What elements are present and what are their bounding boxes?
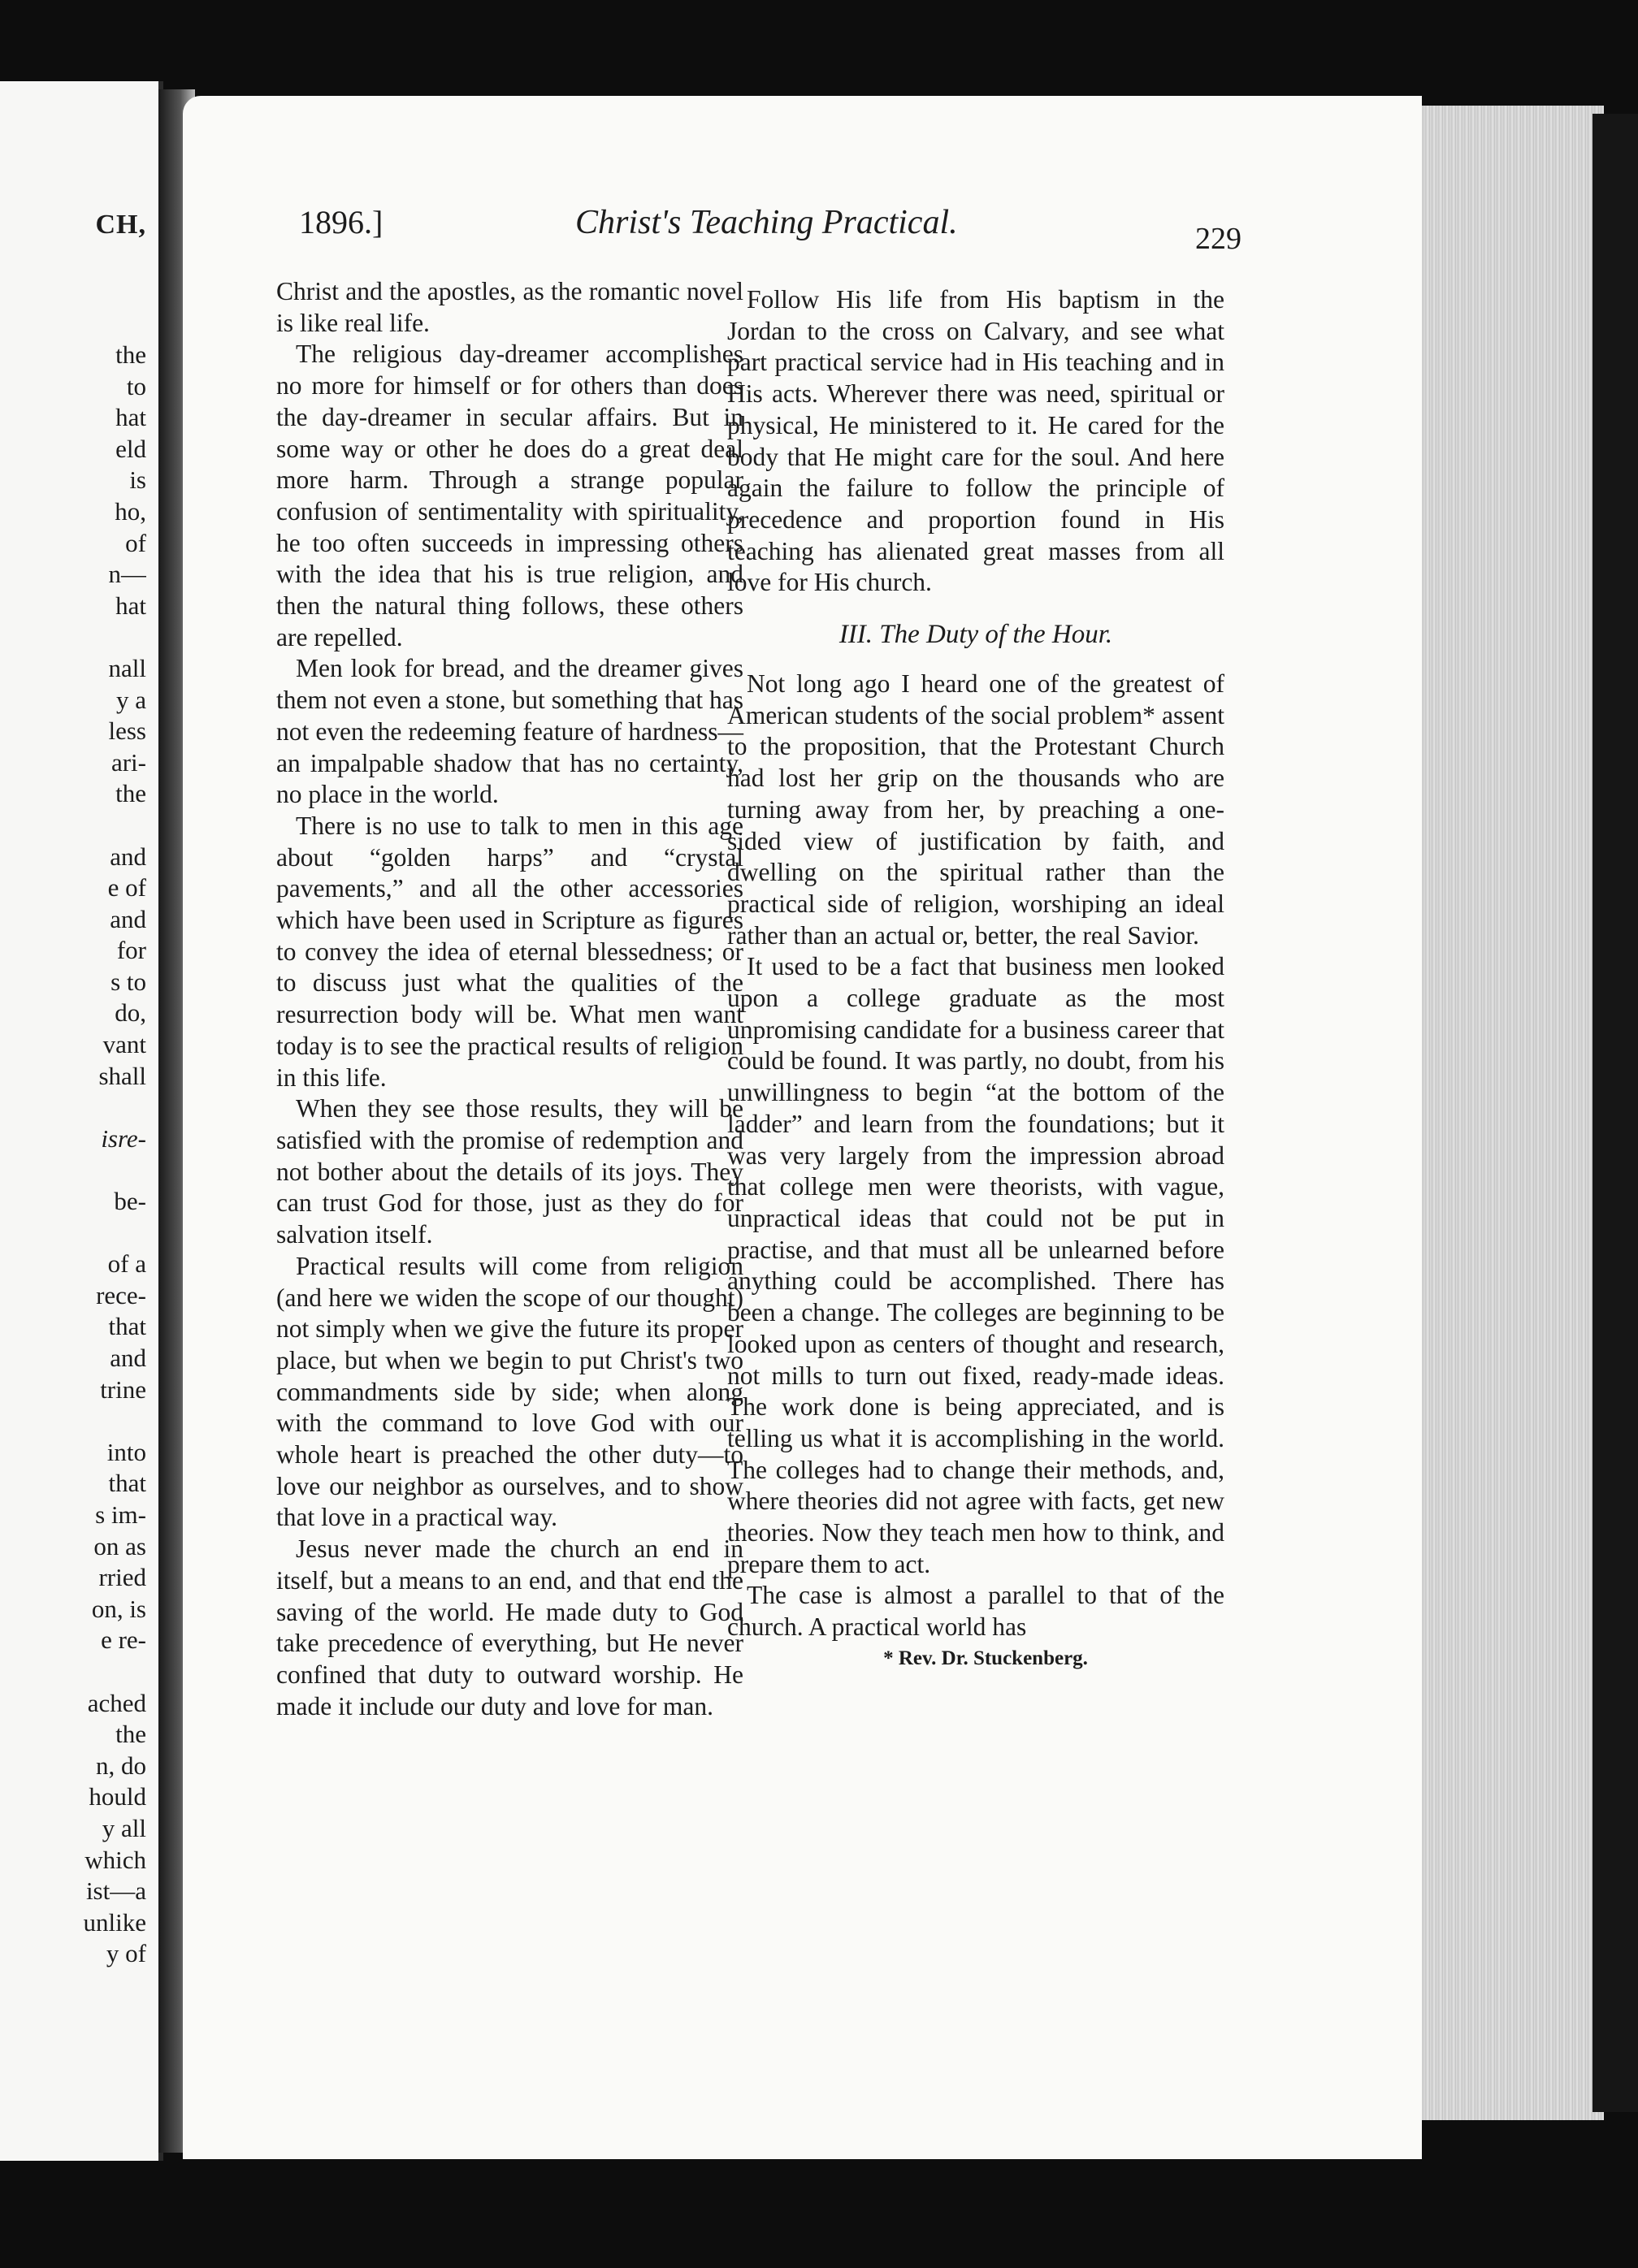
paragraph: Jesus never made the church an end in itself, but a means to an end, and that end the saving of the world. He made duty to God take precedence of everything, but He never confined that duty to outward worship. He made it include our duty and love for man. [276,1534,743,1720]
previous-page-line-fragment: ho, [115,496,146,526]
paragraph: The religious day-dreamer accomplishes no more for himself or for others than does the day-dreamer in secular affairs. But in some way or other he does do a great deal more harm. Through a strange popular confusion of sentimentality with spirituality, he too often succeeds in impressing others with the idea that his is true religion, and then the natural thing follows, these others are repelled. [276,340,743,651]
previous-page-line-fragment: that [108,1469,146,1498]
previous-page-header: CH, [95,210,146,240]
previous-page-line-fragment: e re- [101,1625,146,1655]
previous-page-line-fragment: which [84,1845,146,1874]
previous-page-line-fragment: hat [115,403,146,432]
header-title: Christ's Teaching Practical. [575,204,958,241]
previous-page-line-fragment: on, is [91,1594,146,1623]
previous-page-line-fragment: isre- [101,1123,146,1153]
previous-page-line-fragment: to [126,371,146,400]
previous-page-fragment [0,81,163,2161]
previous-page-line-fragment: and [110,1344,146,1372]
section-heading: III. The Duty of the Hour. [838,620,1113,650]
previous-page-line-fragment: nall [108,653,146,682]
previous-page-line-fragment: n, do [96,1751,146,1780]
previous-page-line-fragment: s to [110,967,146,996]
paragraph: Practical results will come from religion (and here we widen the scope of our thought) not simply when we give the future its proper place, but when we begin to put Christ's two commandments side by side; when along with the command to love God with our whole heart is preached the other duty—to love our neighbor as ourselves, and to show that love in a practical way. [276,1251,743,1532]
previous-page-line-fragment: shall [98,1061,146,1090]
previous-page-line-fragment: vant [102,1030,146,1059]
previous-page-line-fragment: and [110,904,146,933]
previous-page-line-fragment: on as [93,1531,146,1560]
previous-page-line-fragment: trine [100,1374,146,1404]
previous-page-line-fragment [0,1154,146,1186]
previous-page-line-fragment: unlike [83,1907,146,1937]
previous-page-line-fragment: hould [89,1782,146,1811]
previous-page-line-fragment: for [116,936,146,965]
previous-page-line-fragment: rece- [96,1280,146,1309]
paragraph: The case is almost a parallel to that of the church. A practical world has [727,1581,1224,1642]
previous-page-line-fragment: into [106,1437,146,1466]
left-text-column [276,276,743,1722]
previous-page-line-fragment [0,621,146,653]
previous-page-line-fragment: y a [115,685,146,714]
previous-page-line-fragment: the [115,779,146,808]
previous-page-line-fragment: y all [102,1813,146,1842]
previous-page-line-fragment [0,1218,146,1249]
previous-page-line-fragment [0,810,146,842]
previous-page-line-fragment: less [108,716,146,746]
paragraph: It used to be a fact that business men looked upon a college graduate as the most unpromising candidate for a business career that could be found. It was partly, no doubt, from his unwillingness to begin “at the bottom of the ladder” and learn from the foundations; but it was very largely from the impression abroad that college men were theorists, with vague, unpractical ideas that could not be put in practise, and that must all be unlearned before anything could be accomplished. There has been a change. The colleges are beginning to be looked upon as centers of thought and research, not mills to turn out fixed, ready-made ideas. The work done is being appreciated, and is telling us what it is accomplishing in the world. The colleges had to change their methods, and, where theories did not agree with facts, get new theories. Now they teach men how to think, and prepare them to act. [727,952,1224,1578]
previous-page-line-fragment: y of [106,1939,146,1968]
previous-page-text [0,340,146,1970]
previous-page-line-fragment: n— [108,560,146,589]
previous-page-line-fragment: the [115,1720,146,1749]
previous-page-line-fragment: ached [87,1688,146,1717]
paragraph: Men look for bread, and the dreamer gives them not even a stone, but something that has not even the redeeming feature of hardness—an impalpable shadow that has no certainty, no place in the world. [276,654,743,809]
paragraph: Not long ago I heard one of the greatest of American students of the social problem* assent to the proposition, that the Protestant Church had lost her grip on the thousands who are turning away from her, by preaching a one-sided view of justification by faith, and dwelling on the spiritual rather than the practical side of religion, worshiping an ideal rather than an actual or, better, the real Savior. [727,669,1224,950]
header-year: 1896.] [299,204,384,240]
right-text-column [727,284,1224,1675]
previous-page-line-fragment: of a [107,1249,146,1279]
previous-page-line-fragment: ari- [110,747,146,777]
previous-page-line-fragment [0,1092,146,1123]
previous-page-line-fragment: rried [98,1563,146,1592]
previous-page-line-fragment: of [125,528,146,557]
paragraph: Christ and the apostles, as the romantic novel is like real life. [276,277,743,337]
previous-page-line-fragment: the [115,340,146,369]
previous-page-line-fragment: and [110,842,146,871]
previous-page-line-fragment [0,1656,146,1688]
running-header [299,203,1242,260]
right-column-opening-text [727,284,1224,599]
previous-page-line-fragment: is [129,465,146,495]
right-column-section-text [727,669,1224,1643]
book-edge-shadow [1592,114,1638,2112]
previous-page-line-fragment: ist—a [85,1876,146,1906]
previous-page-line-fragment: s im- [95,1500,146,1529]
page-number: 229 [1195,222,1242,256]
previous-page-line-fragment: do, [115,998,146,1028]
paragraph: When they see those results, they will be satisfied with the promise of redemption and not bother about the details of its joys. They can trust God for those, just as they do for salvation itself. [276,1094,743,1249]
paragraph: There is no use to talk to men in this age about “golden harps” and “crystal pavements,” and all the other accessories which have been used in Scripture as figures to convey the idea of eternal blessedness; or to discuss just what the qualities of the resurrection body will be. What men want today is to see the practical results of religion in this life. [276,811,743,1092]
paragraph: Follow His life from His baptism in the Jordan to the cross on Calvary, and see what part practical service had in His teaching and in His acts. Wherever there was need, spiritual or physical, He ministered to it. He cared for the body that He might care for the soul. And here again the failure to follow the principle of precedence and proportion found in His teaching has alienated great masses from all love for His church. [727,285,1224,597]
previous-page-line-fragment: that [108,1312,146,1341]
footnote: * Rev. Dr. Stuckenberg. [883,1647,1088,1669]
book-fore-edge [1414,106,1604,2120]
previous-page-line-fragment [0,1405,146,1437]
previous-page-line-fragment: be- [114,1187,146,1216]
previous-page-line-fragment: hat [115,591,146,620]
previous-page-line-fragment: e of [107,873,146,902]
previous-page-line-fragment: eld [115,434,146,463]
